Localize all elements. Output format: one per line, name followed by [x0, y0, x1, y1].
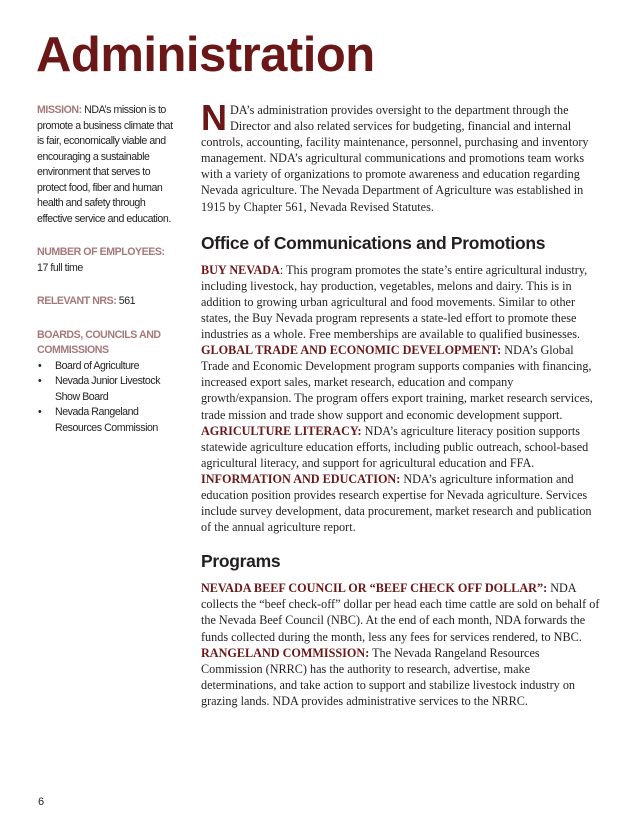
paragraph-text: : This program promotes the state’s entire agricultural industry, including livestock, hay production, vegetables, melons and dairy. This is in addition to growing urban agricultural and food movements. Similar to other states, the Buy Nevada program represents a state-led effort to promote these industries as a whole. Free memberships are available to qualified businesses. [201, 262, 588, 342]
paragraph-lead: AGRICULTURE LITERACY: [201, 423, 362, 438]
paragraph-rangeland-commission [201, 645, 601, 709]
mission-block [37, 103, 177, 227]
intro-paragraph [201, 97, 601, 215]
boards-label: BOARDS, COUNCILS AND COMMISSIONS [37, 328, 161, 356]
paragraph-information-education [201, 471, 601, 535]
intro-text: DA’s administration provides oversight to the department through the Director and also related services for budgeting, financial and internal controls, accounting, facility maintenance, personnel, purchasing and inventory management. NDA’s agricultural communications and promotions team works with a variety of organizations to promote awareness and education regarding Nevada agriculture. The Nevada Department of Agriculture was established in 1915 by Chapter 561, Nevada Revised Statutes. [201, 103, 589, 214]
mission-text: NDA’s mission is to promote a business climate that is fair, economically viable and encouraging a sustainable environment that serves to protect food, fiber and human health and safety through effective service and education. [37, 104, 173, 225]
list-item: • Nevada Rangeland Resources Commission [37, 405, 177, 436]
employees-value: 17 full time [37, 261, 83, 274]
section-heading-programs: Programs [201, 551, 281, 572]
paragraph-text: The Nevada Rangeland Resources Commission (NRRC) has the authority to research, advertise, make determinations, and take action to support and stabilize livestock industry on grazing lands. NDA provides administrative services to the NRRC. [201, 645, 576, 708]
drop-cap: N [201, 97, 227, 138]
employees-label: NUMBER OF EMPLOYEES: [37, 246, 165, 258]
paragraph-agriculture-literacy [201, 423, 601, 471]
main-content [201, 97, 601, 709]
list-item: • Board of Agriculture [37, 359, 177, 375]
section-heading-communications: Office of Communications and Promotions [201, 232, 546, 253]
paragraph-text: NDA collects the “beef check-off” dollar per head each time cattle are sold on behalf of the Nevada Beef Council (NBC). At the end of each month, NDA forwards the funds collected during the month, less any fees for services rendered, to NBC. [201, 581, 600, 644]
paragraph-lead: NEVADA BEEF COUNCIL OR “BEEF CHECK OFF DOLLAR”: [201, 581, 548, 596]
paragraph-text: NDA’s agriculture information and education position provides research expertise for Nevada agriculture. Services include survey development, data procurement, market research and publication of the annual agriculture report. [201, 471, 592, 535]
paragraph-lead: GLOBAL TRADE AND ECONOMIC DEVELOPMENT: [201, 343, 502, 358]
list-item: • Nevada Junior Livestock Show Board [37, 374, 177, 405]
paragraph-text: NDA’s Global Trade and Economic Development program supports companies with financing, increased export sales, market research, education and company growth/expansion. The program offers export training, market research services, trade mission and trade show support and economic development support. [201, 343, 593, 422]
nrs-block [37, 294, 177, 310]
paragraph-text: NDA’s agriculture literacy position supports statewide agriculture education efforts, including public outreach, school-based agricultural literacy, and support for agricultural education and FFA. [201, 423, 589, 470]
page-number: 6 [38, 796, 45, 808]
boards-list [37, 359, 177, 437]
paragraph-lead: RANGELAND COMMISSION: [201, 645, 370, 660]
mission-label: MISSION: [37, 104, 82, 116]
nrs-label: RELEVANT NRS: [37, 295, 117, 307]
paragraph-global-trade [201, 342, 601, 422]
paragraph-beef-council [201, 580, 601, 644]
nrs-value: 561 [116, 295, 136, 307]
paragraph-lead: BUY NEVADA [201, 262, 280, 277]
sidebar [37, 103, 177, 454]
paragraph-lead: INFORMATION AND EDUCATION: [201, 471, 401, 486]
page-title: Administration [36, 28, 375, 82]
paragraph-buy-nevada [201, 262, 601, 342]
boards-block [37, 328, 177, 437]
employees-block [37, 245, 177, 276]
